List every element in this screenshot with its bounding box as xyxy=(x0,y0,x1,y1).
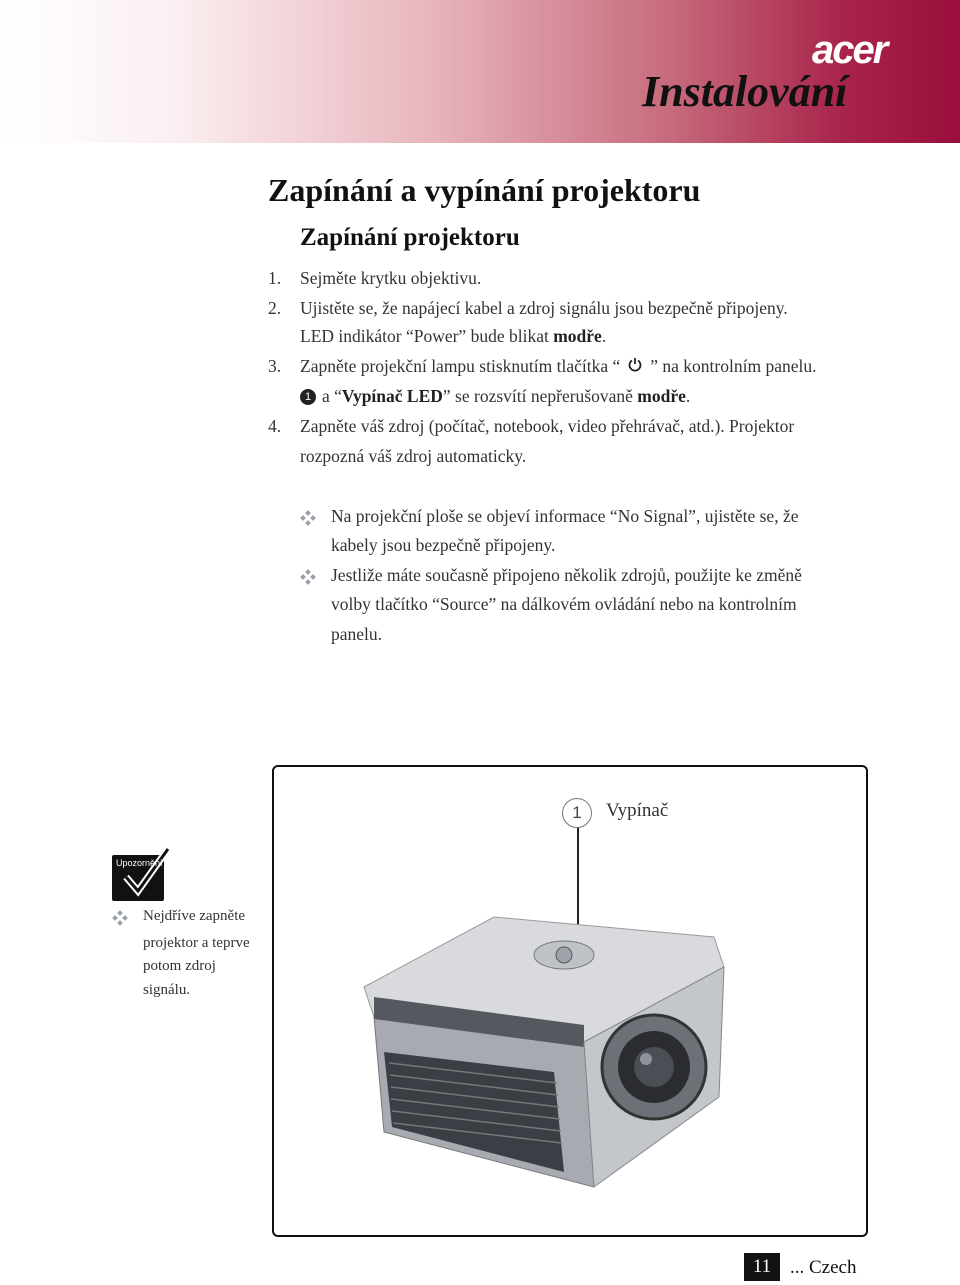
note-text: Nejdříve zapněte xyxy=(143,908,246,924)
note-label: Upozornění xyxy=(116,858,163,868)
step-text-line2: rozpozná váš zdroj automaticky. xyxy=(300,446,527,466)
bullet-text: Jestliže máte současně připojeno několik zdrojů, použijte ke změně xyxy=(331,565,802,585)
step-number: 4. xyxy=(268,416,282,436)
chapter-title: Instalování xyxy=(642,67,848,116)
projector-illustration xyxy=(274,767,864,1233)
subsection-title: Zapínání projektoru xyxy=(300,224,520,251)
note-text: potom zdroj xyxy=(143,958,216,974)
bullet-diamond-icon xyxy=(300,569,316,585)
acer-logo: acer xyxy=(812,28,887,72)
section-title: Zapínání a vypínání projektoru xyxy=(268,172,701,208)
bullet-diamond-icon xyxy=(300,510,316,526)
step-text: Zapněte váš zdroj (počítač, notebook, video přehrávač, atd.). Projektor xyxy=(300,416,795,436)
step-number: 1. xyxy=(268,268,282,288)
bullet-text: volby tlačítko “Source” na dálkovém ovládání nebo na kontrolním xyxy=(331,594,797,614)
page-number: 11 xyxy=(744,1253,780,1281)
callout-badge: 1 xyxy=(300,389,316,405)
step-text-line2: LED indikátor “Power” bude blikat modře. xyxy=(300,326,607,346)
checkmark-icon xyxy=(116,845,172,901)
note-text: projektor a teprve xyxy=(143,935,250,951)
bullet-text: Na projekční ploše se objeví informace “No Signal”, ujistěte se, že xyxy=(331,506,799,526)
callout-number: 1 xyxy=(562,798,592,828)
step-text-line2: 1 a “Vypínač LED” se rozsvítí nepřerušovaně modře. xyxy=(300,386,690,406)
step-text: Zapněte projekční lampu stisknutím tlačítka “ ” na kontrolním panelu. xyxy=(300,356,817,376)
step-text: Sejměte krytku objektivu. xyxy=(300,268,482,288)
bullet-text: kabely jsou bezpečně připojeny. xyxy=(331,535,556,555)
footer-language: ... Czech xyxy=(790,1257,857,1278)
power-icon xyxy=(626,356,644,376)
bullet-text: panelu. xyxy=(331,624,383,644)
step-text: Ujistěte se, že napájecí kabel a zdroj signálu jsou bezpečně připojeny. xyxy=(300,298,788,318)
note-text: signálu. xyxy=(143,982,191,998)
callout-label: Vypínač xyxy=(606,800,669,821)
bullet-diamond-icon xyxy=(112,910,128,926)
step-number: 3. xyxy=(268,356,282,376)
step-number: 2. xyxy=(268,298,282,318)
